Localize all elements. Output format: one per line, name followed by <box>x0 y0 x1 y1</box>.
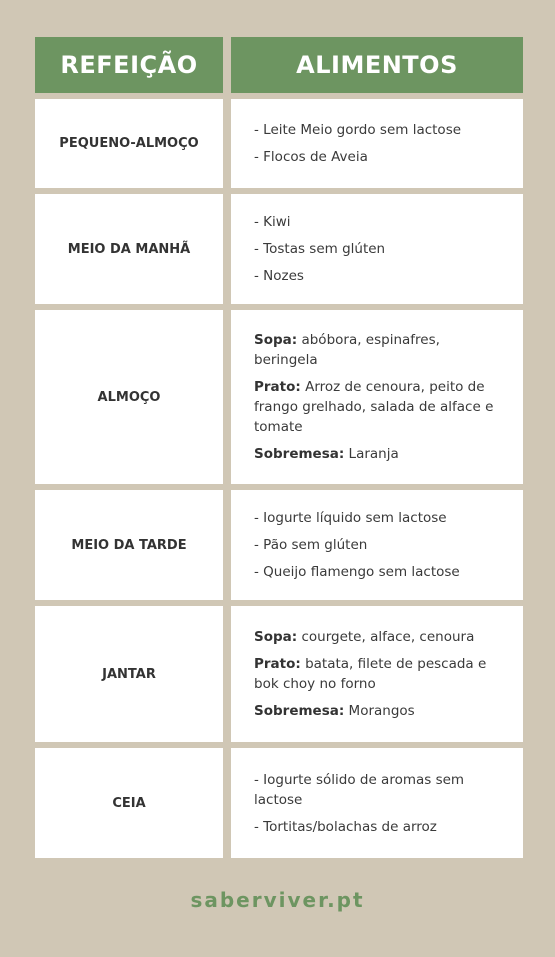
meal-name-breakfast: PEQUENO-ALMOÇO <box>35 99 223 188</box>
meal-name-afternoon: MEIO DA TARDE <box>35 490 223 600</box>
table-header-row <box>35 37 523 93</box>
food-text: Laranja <box>344 446 399 462</box>
food-text: batata, filete de pescada e bok choy no forno <box>254 656 487 692</box>
table-row <box>35 748 523 858</box>
table-row <box>35 310 523 484</box>
food-item: - Kiwi <box>254 214 291 230</box>
food-label: Prato: <box>254 656 301 672</box>
food-item <box>254 701 505 721</box>
food-item: - Iogurte sólido de aromas sem lactose <box>254 771 465 808</box>
meal-name-mid-morning: MEIO DA MANHÃ <box>35 194 223 304</box>
site-footer-link[interactable]: saberviver.pt <box>190 888 365 912</box>
food-list-afternoon <box>231 490 523 600</box>
food-column-header: ALIMENTOS <box>231 37 523 93</box>
food-item: - Flocos de Aveia <box>254 149 368 165</box>
food-item <box>254 444 505 464</box>
food-item: - Tortitas/bolachas de arroz <box>254 818 437 835</box>
meal-column-header: REFEIÇÃO <box>35 37 223 93</box>
food-text: Arroz de cenoura, peito de frango grelhado, salada de alface e tomate <box>254 379 494 435</box>
food-item: - Iogurte líquido sem lactose <box>254 510 447 526</box>
food-list-breakfast <box>231 99 523 188</box>
meal-name-supper: CEIA <box>35 748 223 858</box>
table-row <box>35 490 523 600</box>
food-label: Sopa: <box>254 332 298 348</box>
meal-plan-table <box>35 37 523 864</box>
food-item <box>254 330 505 370</box>
meal-name-lunch: ALMOÇO <box>35 310 223 484</box>
food-text: Morangos <box>344 703 415 719</box>
food-item: - Pão sem glúten <box>254 537 368 553</box>
food-list-lunch <box>231 310 523 484</box>
food-label: Sobremesa: <box>254 703 345 719</box>
food-item: - Queijo flamengo sem lactose <box>254 564 460 580</box>
food-item <box>254 377 505 437</box>
food-label: Sobremesa: <box>254 446 345 462</box>
food-label: Sopa: <box>254 629 298 645</box>
food-list-dinner <box>231 606 523 742</box>
food-list-mid-morning <box>231 194 523 304</box>
food-list-supper <box>231 748 523 858</box>
table-row <box>35 99 523 188</box>
table-row <box>35 606 523 742</box>
table-row <box>35 194 523 304</box>
food-text: abóbora, espinafres, beringela <box>254 332 440 368</box>
food-label: Prato: <box>254 379 301 395</box>
food-item: - Leite Meio gordo sem lactose <box>254 122 462 138</box>
food-item: - Nozes <box>254 268 304 284</box>
food-item <box>254 627 505 647</box>
food-item <box>254 654 505 694</box>
food-text: courgete, alface, cenoura <box>297 629 475 645</box>
food-item: - Tostas sem glúten <box>254 241 386 257</box>
meal-name-dinner: JANTAR <box>35 606 223 742</box>
